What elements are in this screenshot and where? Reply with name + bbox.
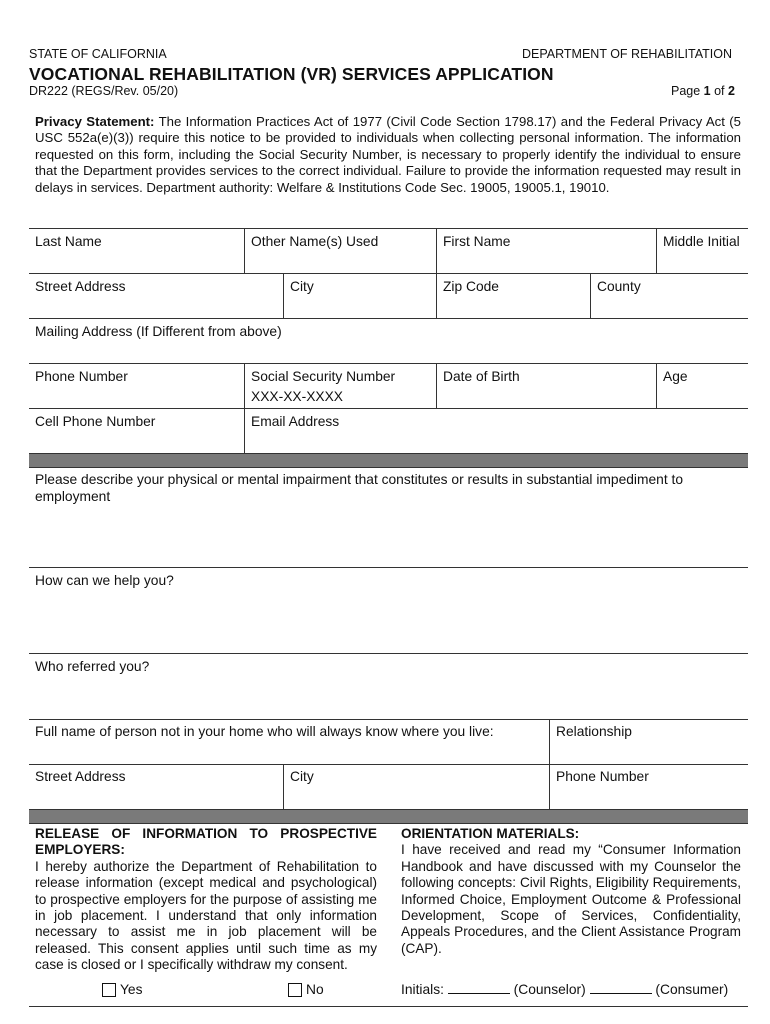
- grid-line: [656, 228, 657, 273]
- city-field[interactable]: City: [290, 279, 314, 294]
- department-label: DEPARTMENT OF REHABILITATION: [522, 47, 732, 61]
- contact-street-address-field[interactable]: Street Address: [35, 769, 126, 784]
- release-no-checkbox[interactable]: [288, 983, 302, 997]
- page-indicator: Page 1 of 2: [671, 84, 735, 98]
- impairment-question[interactable]: Please describe your physical or mental impairment that constitutes or results in substantial impediment to employment: [35, 472, 683, 504]
- privacy-statement: [35, 114, 741, 196]
- contact-phone-field[interactable]: Phone Number: [556, 769, 649, 784]
- street-address-field[interactable]: Street Address: [35, 279, 126, 294]
- section-divider: [29, 809, 748, 824]
- ssn-placeholder: XXX-XX-XXXX: [251, 389, 344, 404]
- grid-line: [29, 363, 748, 364]
- referral-question[interactable]: Who referred you?: [35, 659, 150, 674]
- privacy-text: The Information Practices Act of 1977 (Civil Code Section 1798.17) and the Federal Privacy Act (5 USC 552a(e)(3)) require this notice to be provided to individuals when collecting personal information. The information requested on this form, including the Social Security Number, is necessary to properly identify the individual to ensure that the Department provides services to the correct individual. Failure to provide the information requested may result in delays in services. Department authority: Welfare & Institutions Code Sec. 19005, 19005.1, 19010.: [35, 114, 741, 195]
- last-name-field[interactable]: Last Name: [35, 234, 102, 249]
- release-no-label: No: [306, 982, 324, 997]
- grid-line: [244, 228, 245, 273]
- grid-line: [436, 363, 437, 408]
- initials-row: [401, 981, 728, 997]
- grid-line: [29, 764, 748, 765]
- release-yes-label: Yes: [120, 982, 143, 997]
- grid-line: [29, 228, 748, 229]
- mailing-address-field[interactable]: Mailing Address (If Different from above): [35, 324, 282, 339]
- ssn-field[interactable]: Social Security Number: [251, 369, 396, 384]
- contact-city-field[interactable]: City: [290, 769, 314, 784]
- age-field[interactable]: Age: [663, 369, 688, 384]
- grid-line: [283, 273, 284, 318]
- orientation-section: [401, 826, 741, 957]
- orientation-title: ORIENTATION MATERIALS:: [401, 826, 580, 841]
- privacy-label: Privacy Statement:: [35, 114, 155, 129]
- grid-line: [29, 567, 748, 568]
- consumer-initials-field[interactable]: [590, 981, 652, 994]
- middle-initial-field[interactable]: Middle Initial: [663, 234, 740, 249]
- grid-line: [244, 363, 245, 408]
- other-names-field[interactable]: Other Name(s) Used: [251, 234, 379, 249]
- grid-line: [436, 273, 437, 318]
- relationship-field[interactable]: Relationship: [556, 724, 632, 739]
- grid-line: [590, 273, 591, 318]
- grid-line: [436, 228, 437, 273]
- first-name-field[interactable]: First Name: [443, 234, 511, 249]
- grid-line: [244, 408, 245, 453]
- grid-line: [29, 318, 748, 319]
- release-text: I hereby authorize the Department of Rehabilitation to release information (except medical and psychological) to prospective employers for the purpose of assisting me in job placement. I understand that only information necessary to assist me in job placement will be released. This consent applies until such time as my case is closed or I specifically withdraw my consent.: [35, 858, 377, 973]
- cell-phone-field[interactable]: Cell Phone Number: [35, 414, 156, 429]
- contact-full-name-field[interactable]: Full name of person not in your home who will always know where you live:: [35, 724, 494, 739]
- consumer-label: (Consumer): [655, 982, 729, 997]
- grid-line: [29, 273, 748, 274]
- release-title: RELEASE OF INFORMATION TO PROSPECTIVE EMPLOYERS:: [35, 826, 377, 858]
- section-divider: [29, 453, 748, 468]
- email-address-field[interactable]: Email Address: [251, 414, 340, 429]
- grid-line: [29, 719, 748, 720]
- phone-number-field[interactable]: Phone Number: [35, 369, 128, 384]
- release-yes-checkbox[interactable]: [102, 983, 116, 997]
- grid-line: [29, 408, 748, 409]
- release-section: [35, 826, 377, 974]
- counselor-label: (Counselor): [513, 982, 586, 997]
- help-question[interactable]: How can we help you?: [35, 573, 174, 588]
- zip-code-field[interactable]: Zip Code: [443, 279, 499, 294]
- date-of-birth-field[interactable]: Date of Birth: [443, 369, 520, 384]
- form-id: DR222 (REGS/Rev. 05/20): [29, 84, 179, 98]
- state-label: STATE OF CALIFORNIA: [29, 47, 167, 61]
- grid-line: [656, 363, 657, 408]
- grid-line: [283, 764, 284, 809]
- counselor-initials-field[interactable]: [448, 981, 510, 994]
- grid-line: [29, 653, 748, 654]
- orientation-text: I have received and read my “Consumer Information Handbook and have discussed with my Counselor the following concepts: Civil Rights, Eligibility Requirements, Informed Choice, Employment Outcome & Professional Development, Scope of Services, Confidentiality, Appeals Procedures, and the Client Assistance Program (CAP).: [401, 842, 741, 956]
- grid-line: [29, 1006, 748, 1007]
- form-title: VOCATIONAL REHABILITATION (VR) SERVICES APPLICATION: [29, 64, 554, 84]
- initials-label: Initials:: [401, 982, 444, 997]
- county-field[interactable]: County: [597, 279, 641, 294]
